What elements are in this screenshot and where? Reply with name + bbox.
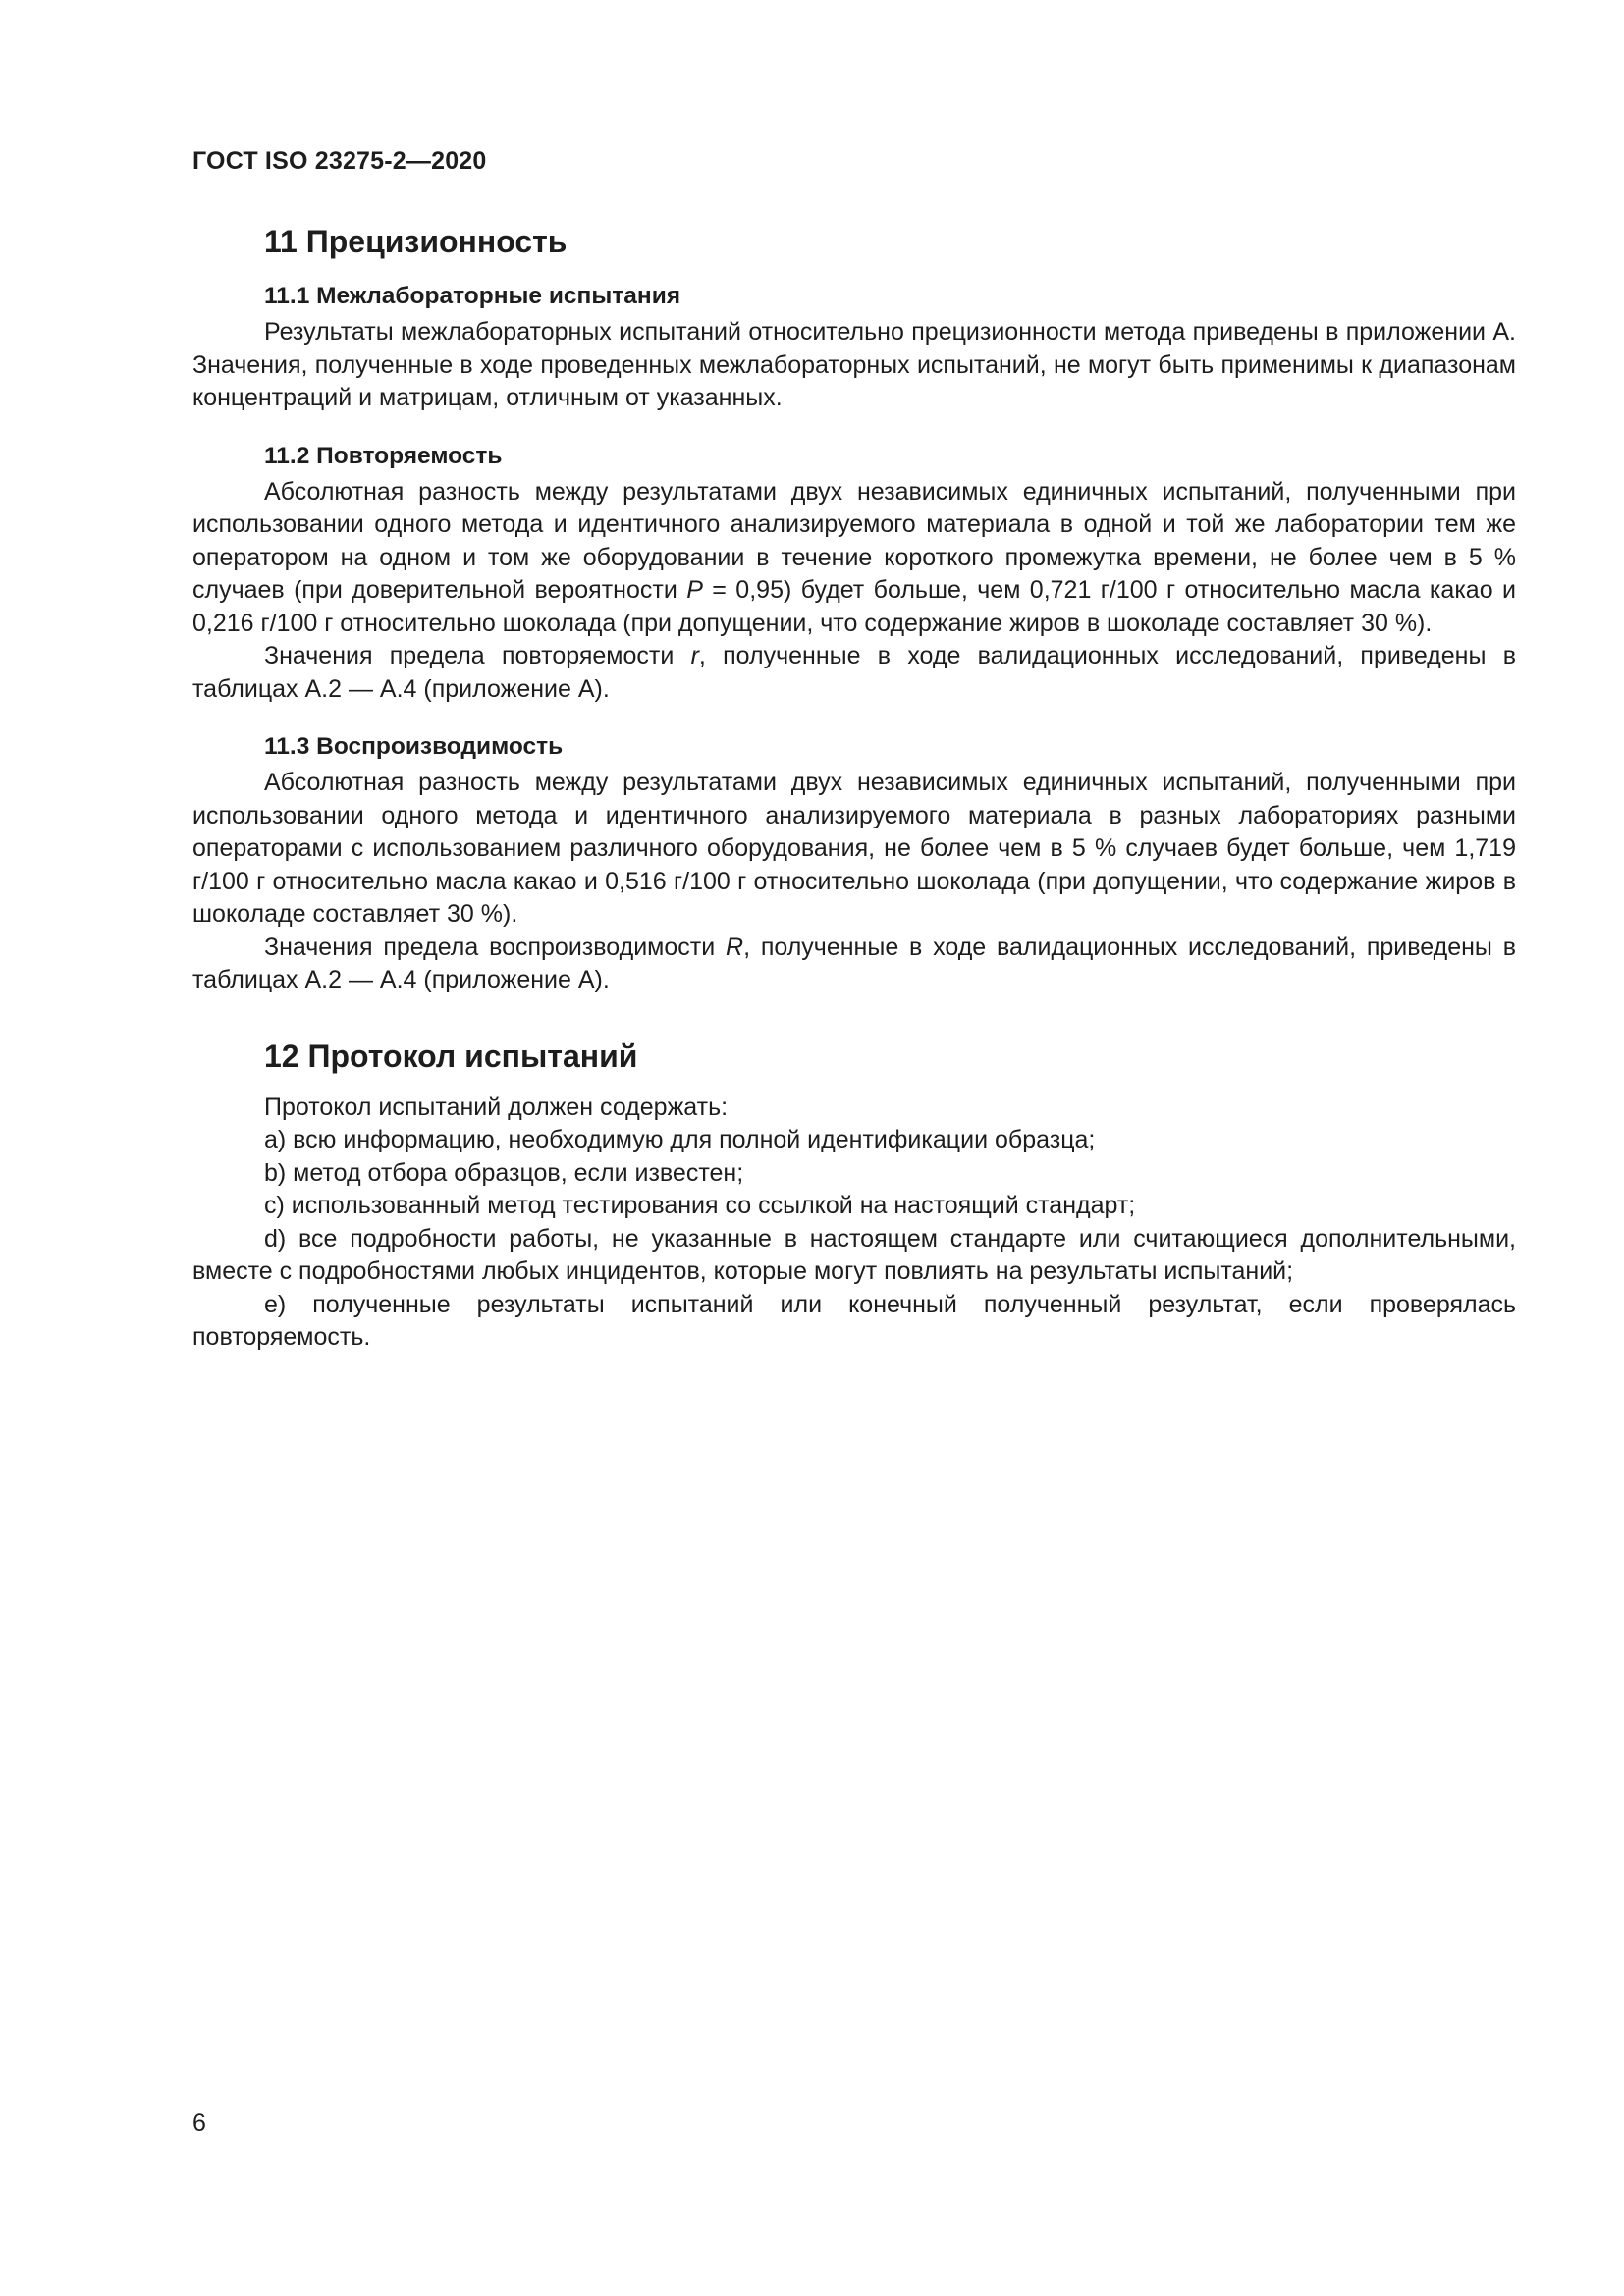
section-11-heading: 11 Прецизионность (264, 224, 568, 259)
page-number: 6 (192, 2109, 206, 2137)
symbol-p: P (686, 576, 703, 604)
section-11-3-heading: 11.3 Воспроизводимость (264, 733, 564, 760)
section-12-heading: 12 Протокол испытаний (264, 1038, 638, 1074)
list-item: c) использованный метод тестирования со ссылкой на настоящий стандарт; (264, 1192, 1136, 1219)
list-item: e) полученные результаты испытаний или конечный полученный результат, если проверялась повторяемость. (192, 1290, 1516, 1351)
section-11-3-paragraph-2 (192, 932, 1516, 997)
text-fragment: , полученные в ходе валидационных исследований, приведены в таблицах А.2 — А.4 (приложение А). (192, 933, 1516, 993)
section-11-3-paragraph-1: Абсолютная разность между результатами двух независимых единичных испытаний, полученными при использовании одного метода и идентичного анализируемого материала в разных лабораториях разными операторами с использованием различного оборудования, не более чем в 5 % случаев будет больше, чем 1,719 г/100 г относительно масла какао и 0,516 г/100 г относительно шоколада (при допущении, что содержание жиров в шоколаде составляет 30 %). (192, 769, 1516, 928)
section-11-1-paragraph: Результаты межлабораторных испытаний относительно прецизионности метода приведены в приложении А. Значения, полученные в ходе проведенных межлабораторных испытаний, не могут быть применимы к диапазонам концентраций и матрицам, отличным от указанных. (192, 318, 1516, 411)
section-11-1-heading: 11.1 Межлабораторные испытания (264, 283, 681, 309)
list-item: b) метод отбора образцов, если известен; (264, 1158, 744, 1187)
list-item: d) все подробности работы, не указанные в настоящем стандарте или считающиеся дополнительными, вместе с подробностями любых инцидентов, которые могут повлиять на результаты испытаний; (192, 1224, 1516, 1285)
section-12-intro: Протокол испытаний должен содержать: (264, 1093, 729, 1121)
section-11-2-heading: 11.2 Повторяемость (264, 442, 503, 469)
symbol-r: r (690, 642, 699, 669)
standard-header: ГОСТ ISO 23275-2—2020 (192, 147, 487, 175)
list-item: a) всю информацию, необходимую для полной идентификации образца; (264, 1126, 1096, 1153)
text-fragment: Значения предела воспроизводимости (264, 933, 726, 961)
text-fragment: Абсолютная разность между результатами двух независимых единичных испытаний, полученными при использовании одного метода и идентичного анализируемого материала в одной и той же лаборатории тем же оператором на одном и том же оборудовании в течение короткого промежутка времени, не более чем в 5 % случаев (при доверительной вероятности (192, 477, 1516, 604)
section-11-2-paragraph-1 (192, 476, 1516, 641)
text-fragment: , полученные в ходе валидационных исследований, приведены в таблицах А.2 — А.4 (приложение А). (192, 642, 1516, 703)
section-11-2-paragraph-2 (192, 640, 1516, 706)
text-fragment: Значения предела повторяемости (264, 642, 691, 669)
text-fragment: = 0,95) будет больше, чем 0,721 г/100 г относительно масла какао и 0,216 г/100 г относительно шоколада (при допущении, что содержание жиров в шоколаде составляет 30 %). (192, 576, 1516, 637)
page-content (192, 220, 1516, 1355)
symbol-r-capital: R (726, 933, 744, 961)
